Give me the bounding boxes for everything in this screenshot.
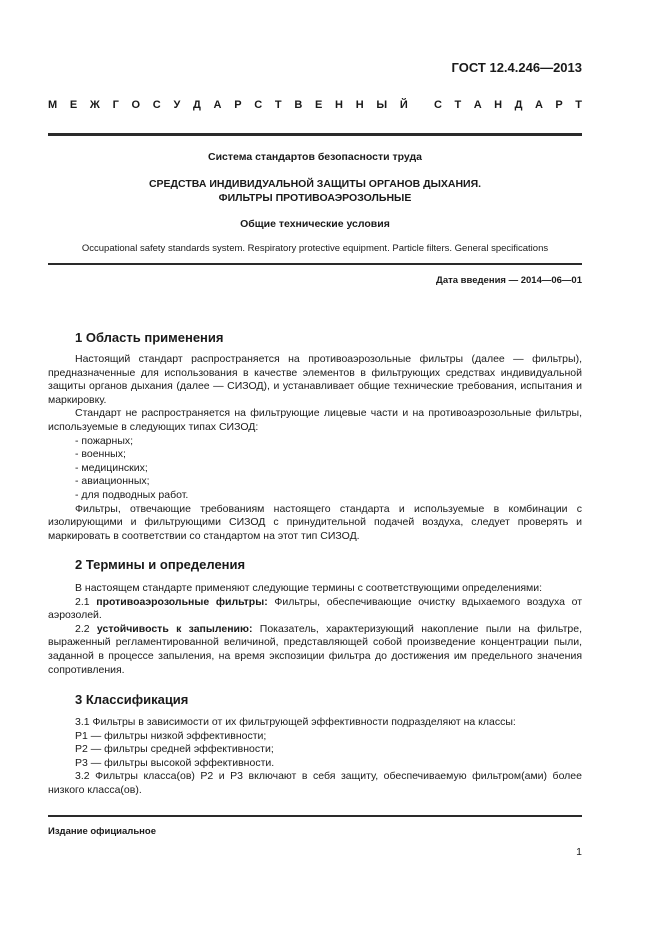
- header-rule: [48, 133, 582, 136]
- section-3-heading: 3 Классификация: [75, 692, 189, 707]
- heading-letter: Д: [193, 99, 201, 111]
- standard-type-line: [48, 99, 582, 111]
- heading-letter: С: [152, 99, 161, 111]
- heading-letter: Н: [355, 99, 364, 111]
- section-3-paragraph: 3.2 Фильтры класса(ов) Р2 и Р3 включают в себя защиту, обеспечиваемую фильтром(ами) более низкого класса(ов).: [48, 770, 582, 796]
- heading-letter: С: [254, 99, 263, 111]
- section-1-body: [48, 353, 582, 543]
- heading-letter: О: [131, 99, 141, 111]
- introduction-date: Дата введения — 2014—06—01: [436, 275, 582, 286]
- term-number: 2.2: [75, 622, 90, 635]
- heading-letter: Е: [69, 99, 78, 111]
- heading-letter: Д: [514, 99, 523, 111]
- standard-type-word-1: [48, 99, 408, 111]
- list-item: - авиационных;: [75, 475, 150, 488]
- heading-letter: Ж: [89, 99, 100, 111]
- section-1-paragraph: Стандарт не распространяется на фильтрующие лицевые части и на противоаэрозольные фильтры, используемые в следующих типах СИЗОД:: [48, 407, 582, 433]
- system-title: Система стандартов безопасности труда: [207, 151, 423, 163]
- document-subtitle: Общие технические условия: [240, 218, 390, 230]
- heading-letter: В: [294, 99, 303, 111]
- section-2-paragraph: В настоящем стандарте применяют следующие термины с соответствующими определениями:: [75, 582, 543, 594]
- heading-letter: А: [213, 99, 222, 111]
- english-title: Occupational safety standards system. Respiratory protective equipment. Particle filters. General specifications: [81, 243, 549, 254]
- gost-number: ГОСТ 12.4.246—2013: [451, 60, 582, 75]
- title-line-1: СРЕДСТВА ИНДИВИДУАЛЬНОЙ ЗАЩИТЫ ОРГАНОВ ДЫХАНИЯ.: [148, 178, 482, 190]
- term-name: устойчивость к запылению:: [96, 622, 253, 635]
- heading-letter: Т: [274, 99, 282, 111]
- term-number: 2.1: [75, 595, 90, 608]
- title-line-2: ФИЛЬТРЫ ПРОТИВОАЭРОЗОЛЬНЫЕ: [218, 192, 412, 204]
- document-title: [48, 177, 582, 205]
- list-item: - военных;: [75, 448, 126, 461]
- heading-letter: Н: [494, 99, 503, 111]
- term-2-2: [48, 623, 582, 677]
- heading-letter: Й: [399, 99, 408, 111]
- section-1-paragraph: Настоящий стандарт распространяется на противоаэрозольные фильтры (далее — фильтры), предназначенные для использования в качестве элементов в фильтрующих средствах индивидуальной защиты органов дыхания (далее — СИЗОД), и устанавливает общие технические требования, испытания и маркировку.: [48, 353, 582, 406]
- heading-letter: Е: [315, 99, 323, 111]
- class-item: Р2 — фильтры средней эффективности;: [75, 743, 274, 756]
- term-2-1: [48, 596, 582, 623]
- class-item: Р3 — фильтры высокой эффективности.: [75, 756, 275, 769]
- section-1-heading: 1 Область применения: [75, 330, 224, 345]
- heading-letter: А: [473, 99, 482, 111]
- standard-type-word-2: [434, 99, 582, 111]
- section-2-heading: 2 Термины и определения: [75, 557, 246, 572]
- heading-letter: Г: [112, 99, 119, 111]
- heading-letter: М: [48, 99, 58, 111]
- section-2-body: [48, 582, 582, 677]
- heading-letter: Р: [234, 99, 242, 111]
- footer-rule: [48, 815, 582, 817]
- term-definition: Фильтры, обеспечивающие очистку вдыхаемого воздуха от аэрозолей.: [48, 595, 583, 622]
- heading-letter: Н: [335, 99, 343, 111]
- heading-letter: Т: [575, 99, 582, 111]
- section-3-body: [48, 716, 582, 798]
- heading-letter: У: [173, 99, 181, 111]
- term-definition: Показатель, характеризующий накопление пыли на фильтре, выраженный регламентированной величиной, представляющей собой произведение концентрации пыли, заданной в процессе запыления, на время экспозиции фильтра до достижения им предельного значения сопротивления.: [48, 622, 582, 676]
- section-3-paragraph: 3.1 Фильтры в зависимости от их фильтрующей эффективности подразделяют на классы:: [75, 716, 516, 728]
- heading-letter: Т: [454, 99, 462, 111]
- heading-letter: А: [534, 99, 543, 111]
- official-edition: Издание официальное: [48, 826, 156, 837]
- page-number: 1: [576, 846, 582, 858]
- heading-letter: С: [434, 99, 442, 111]
- class-item: Р1 — фильтры низкой эффективности;: [75, 729, 267, 742]
- list-item: - пожарных;: [75, 434, 134, 447]
- heading-letter: Ы: [376, 99, 388, 111]
- list-item: - для подводных работ.: [75, 488, 189, 501]
- heading-letter: Р: [555, 99, 563, 111]
- term-name: противоаэрозольные фильтры:: [96, 595, 268, 608]
- title-rule: [48, 263, 582, 265]
- list-item: - медицинских;: [75, 461, 148, 474]
- section-1-paragraph: Фильтры, отвечающие требованиям настоящего стандарта и используемые в комбинации с изолирующими и фильтрующими СИЗОД с принудительной подачей воздуха, следует проверять и маркировать в соответствии со стандартом на этот тип СИЗОД.: [48, 502, 582, 542]
